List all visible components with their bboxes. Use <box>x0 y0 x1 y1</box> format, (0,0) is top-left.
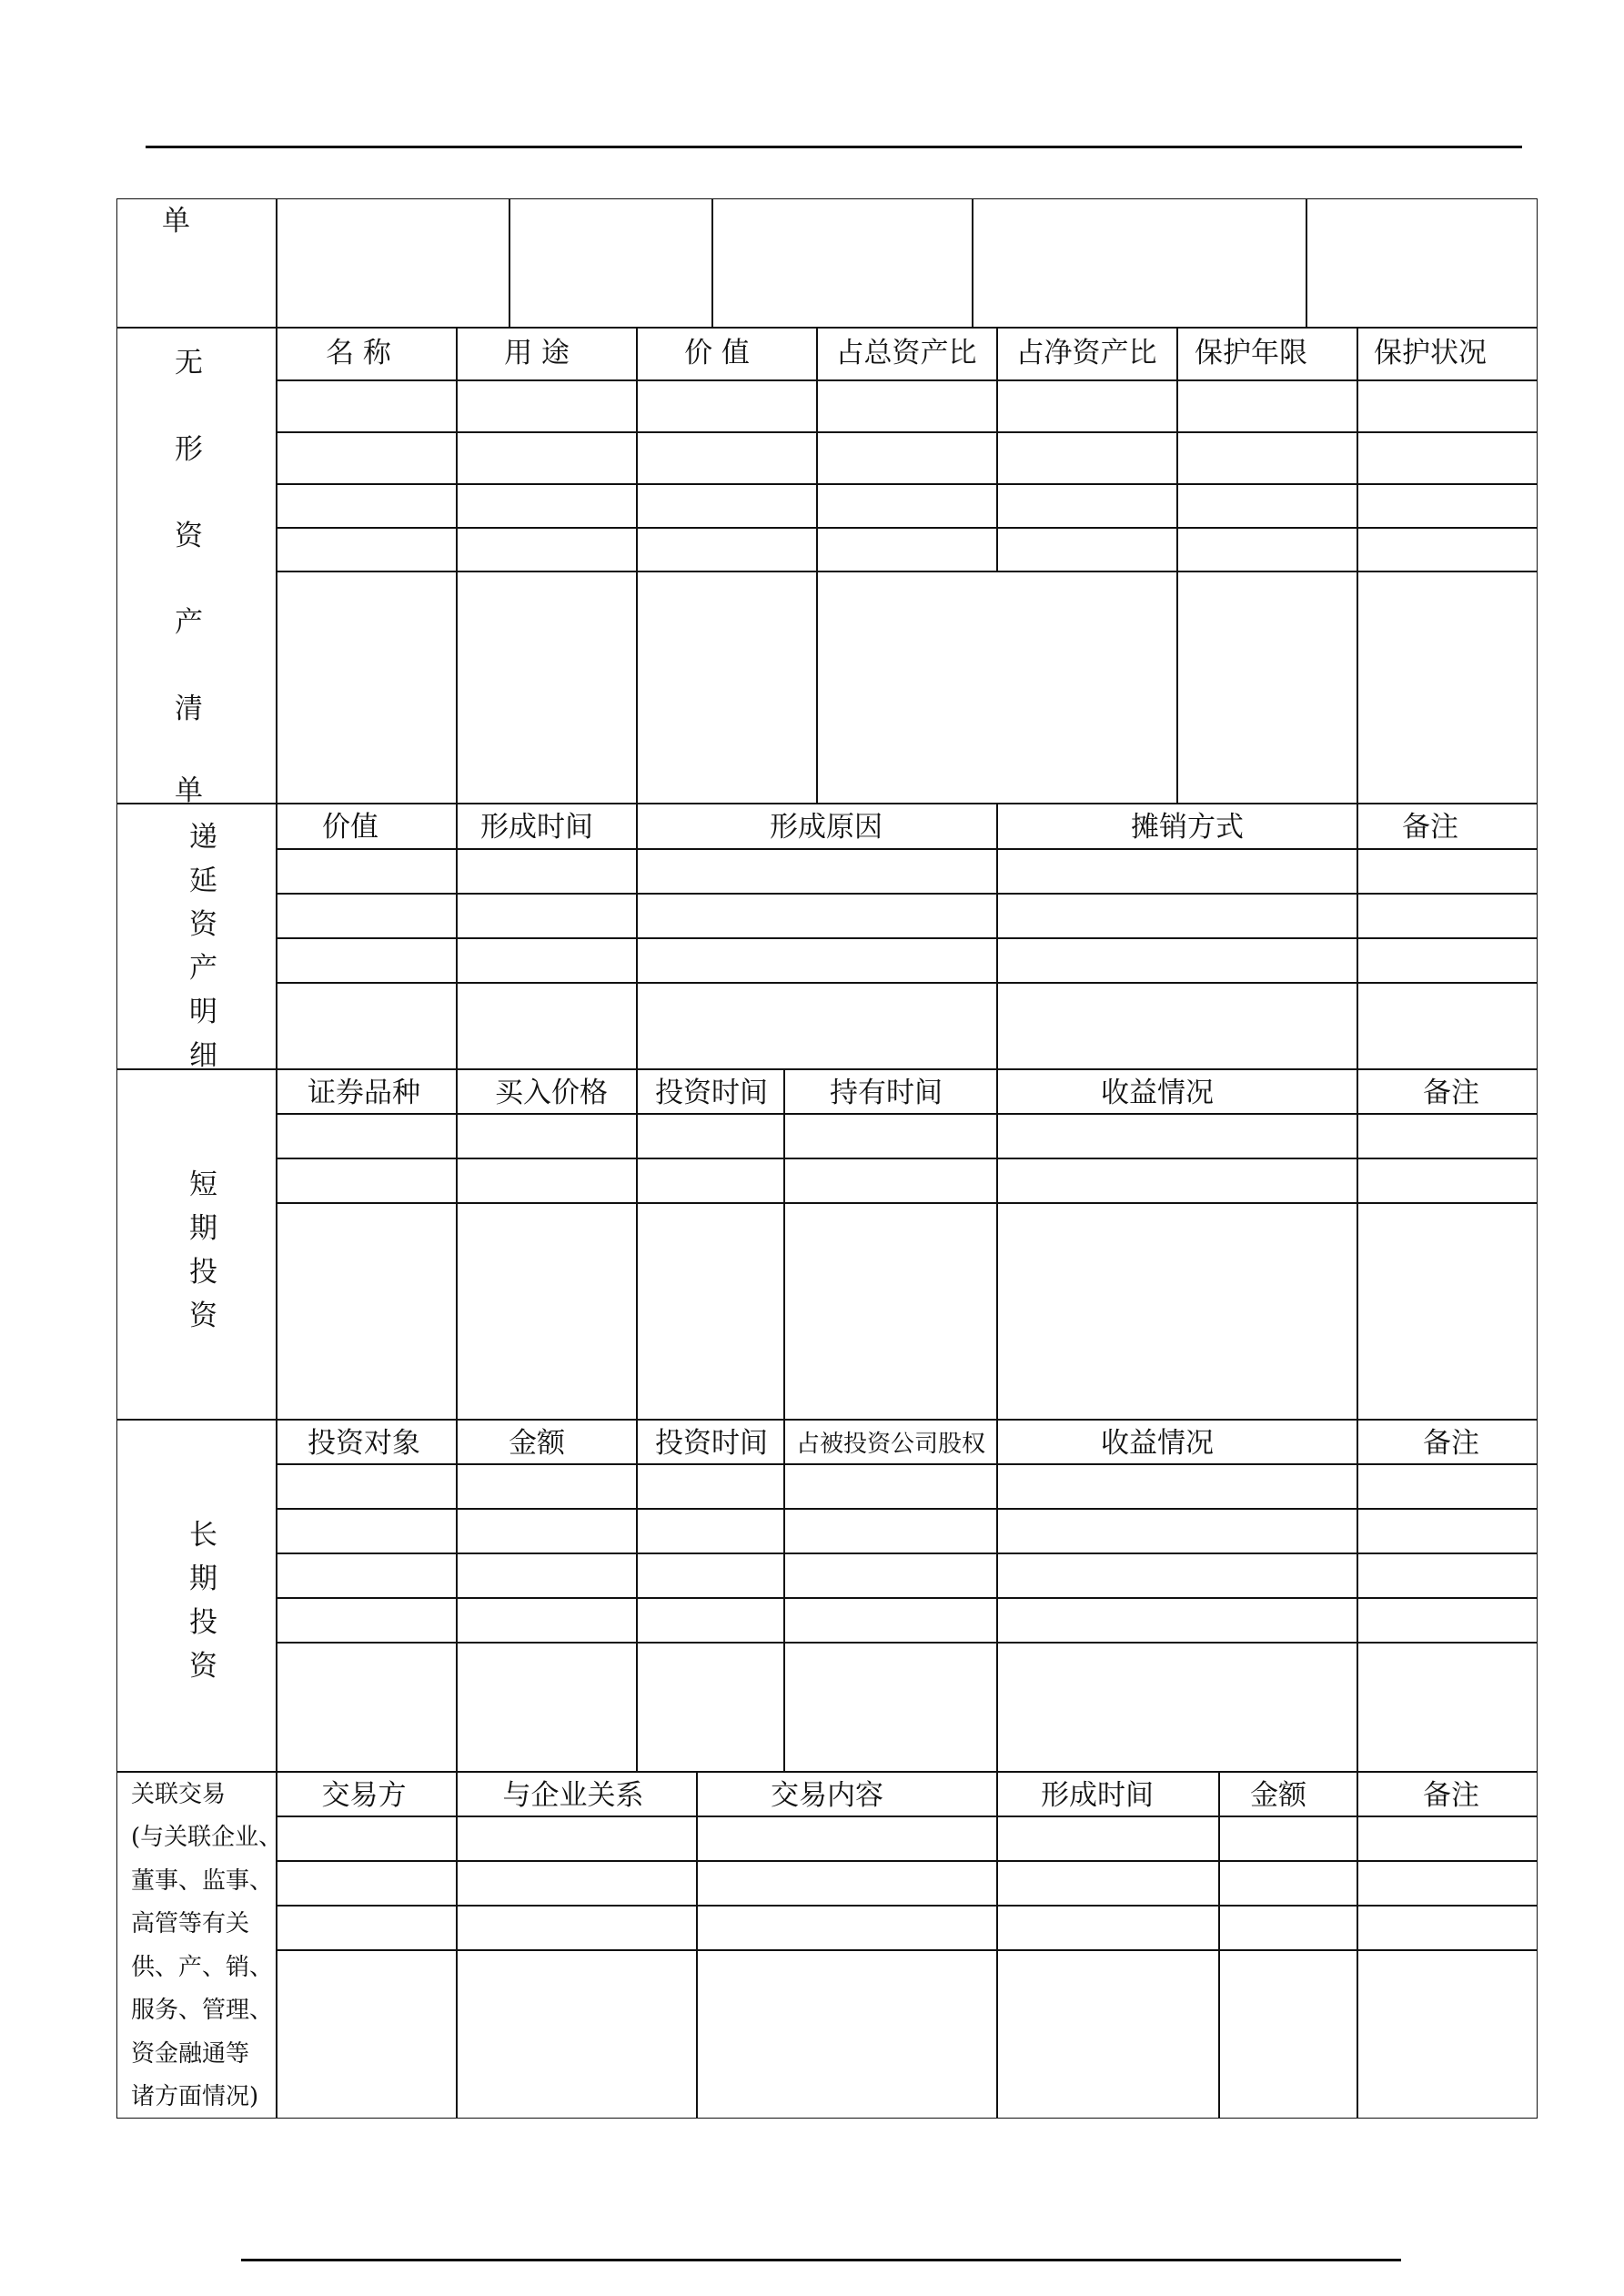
title-char: 明 <box>189 996 217 1028</box>
asset-inventory-form <box>116 198 1538 2119</box>
header-formation-time: 形成时间 <box>1041 1779 1154 1812</box>
title-char: 投 <box>189 1606 217 1639</box>
header-remarks: 备注 <box>1423 1077 1479 1109</box>
header-transaction-content: 交易内容 <box>771 1779 883 1812</box>
title-char: 单 <box>175 774 203 807</box>
table-grid <box>116 198 1538 2119</box>
title-line: 高管等有关 <box>131 1910 250 1937</box>
title-char: 资 <box>175 520 203 552</box>
title-char: 投 <box>189 1256 217 1289</box>
title-char: 形 <box>175 433 203 466</box>
header-protection-term: 保护年限 <box>1195 337 1307 369</box>
header-remarks: 备注 <box>1423 1779 1479 1812</box>
header-amount: 金额 <box>1250 1779 1306 1812</box>
title-char: 期 <box>189 1212 217 1245</box>
header-investment-time: 投资时间 <box>655 1427 768 1460</box>
header-counterparty: 交易方 <box>321 1779 407 1812</box>
header-remarks: 备注 <box>1402 811 1458 844</box>
header-amount: 金额 <box>509 1427 565 1460</box>
header-rule <box>146 146 1522 148</box>
header-investment-time: 投资时间 <box>655 1077 768 1109</box>
title-char: 清 <box>175 693 203 725</box>
title-char: 长 <box>189 1519 217 1552</box>
header-relationship: 与企业关系 <box>502 1779 644 1812</box>
header-pct-total-assets: 占总资产比 <box>835 337 977 369</box>
title-char: 期 <box>189 1563 217 1595</box>
title-line: 诸方面情况) <box>131 2083 259 2110</box>
title-line: 供、产、销、 <box>131 1954 274 1981</box>
title-char: 短 <box>189 1168 217 1201</box>
header-pct-net-assets: 占净资产比 <box>1015 337 1157 369</box>
header-income: 收益情况 <box>1101 1427 1214 1460</box>
header-security-type: 证券品种 <box>308 1077 420 1109</box>
header-amortization-method: 摊销方式 <box>1131 811 1244 844</box>
header-name: 名 称 <box>326 337 391 369</box>
header-value: 价值 <box>322 811 378 844</box>
title-line: 董事、监事、 <box>131 1867 274 1895</box>
title-char: 资 <box>189 908 217 941</box>
title-char: 递 <box>189 821 217 854</box>
header-remarks: 备注 <box>1423 1427 1479 1460</box>
title-char: 资 <box>189 1300 217 1332</box>
header-value: 价 值 <box>684 337 750 369</box>
header-protection-status: 保护状况 <box>1374 337 1487 369</box>
header-equity-share: 占被投资公司股权 <box>795 1431 986 1458</box>
title-char: 延 <box>189 865 217 897</box>
title-line: 服务、管理、 <box>131 1997 274 2024</box>
title-char: 产 <box>189 952 217 985</box>
header-investee: 投资对象 <box>308 1427 420 1460</box>
title-line: 资金融通等 <box>131 2040 250 2068</box>
title-line: (与关联企业、 <box>131 1824 283 1851</box>
title-char: 产 <box>175 606 203 639</box>
title-char: 资 <box>189 1650 217 1683</box>
header-purchase-price: 买入价格 <box>495 1077 608 1109</box>
section-label-dan: 单 <box>162 205 190 238</box>
header-purpose: 用 途 <box>504 337 570 369</box>
header-formation-time: 形成时间 <box>480 811 593 844</box>
title-line: 关联交易 <box>131 1781 227 1808</box>
title-char: 无 <box>175 347 203 379</box>
title-char: 细 <box>189 1039 217 1072</box>
header-income: 收益情况 <box>1101 1077 1214 1109</box>
footer-rule <box>241 2259 1401 2261</box>
header-holding-time: 持有时间 <box>830 1077 943 1109</box>
header-formation-cause: 形成原因 <box>770 811 883 844</box>
